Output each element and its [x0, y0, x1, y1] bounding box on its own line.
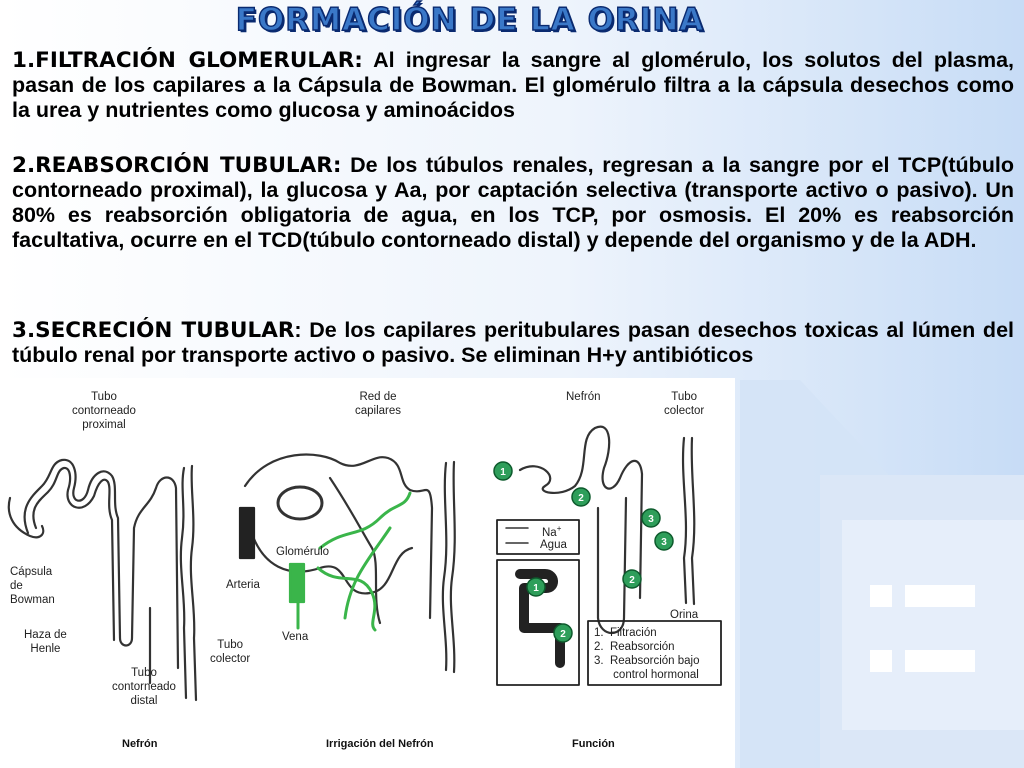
section-heading: 1.FILTRACIÓN GLOMERULAR: [12, 48, 363, 73]
caption-nefron: Nefrón [122, 738, 158, 750]
section-text: De los capilares peritubulares pasan desechos toxicas al lúmen del túbulo renal por transporte activo o pasivo. Se eliminan H+y antibióticos [12, 318, 1014, 367]
vein-shape [290, 564, 304, 602]
step-2: 2. Reabsorción [594, 641, 675, 653]
badge-3: 3 [648, 514, 654, 525]
label-arteria: Arteria [226, 579, 260, 591]
label-capsula: Cápsula de Bowman [10, 566, 55, 606]
section-secrecion [12, 318, 1014, 368]
label-vena: Vena [282, 631, 309, 643]
label-tcp: Tubo contorneado proximal [72, 391, 136, 431]
badge-5: 2 [629, 575, 635, 586]
label-glomerulo: Glomérulo [276, 546, 330, 558]
label-red-capilares: Red de capilares [355, 391, 402, 417]
legend-na-sup: + [556, 524, 562, 533]
badge-4: 3 [661, 537, 667, 548]
step-3: 3. Reabsorción bajo [594, 655, 700, 667]
legend-na-text: Na [542, 526, 557, 539]
section-heading: 3.SECRECIÓN TUBULAR [12, 318, 295, 343]
label-tubo-colector: Tubo colector [210, 639, 251, 665]
irrigation-drawing [245, 455, 455, 672]
label-colector: Tubo colector [664, 391, 705, 417]
label-nefron: Nefrón [566, 391, 601, 403]
caption-funcion: Función [572, 738, 615, 750]
section-heading: 2.REABSORCIÓN TUBULAR: [12, 153, 342, 178]
step-1: 1. Filtración [594, 627, 657, 639]
badge-7: 2 [560, 629, 566, 640]
label-tcd: Tubo contorneado distal [112, 667, 176, 707]
page-title: FORMACIÓN DE LA ORINA [235, 2, 705, 38]
caption-irrigacion: Irrigación del Nefrón [326, 738, 434, 750]
section-text: Al ingresar la sangre al glomérulo, los solutos del plasma, pasan de los capilares a la Cápsula de Bowman. El glomérulo filtra a la cápsula desechos como la urea y nutrientes como glucosa y aminoácidos [12, 48, 1014, 122]
badge-1: 1 [500, 467, 506, 478]
section-colon: : [294, 318, 302, 342]
badge-6: 1 [533, 583, 539, 594]
section-filtracion [12, 48, 1014, 123]
badge-2: 2 [578, 493, 584, 504]
step-3-cont: control hormonal [594, 669, 699, 681]
section-reabsorcion [12, 153, 1014, 253]
nephron-diagrams [0, 378, 735, 768]
nephron-figure [0, 378, 735, 768]
label-orina: Orina [670, 609, 699, 621]
label-henle: Haza de Henle [24, 629, 67, 655]
legend-agua: Agua [540, 539, 567, 551]
artery-shape [240, 508, 254, 558]
section-text: De los túbulos renales, regresan a la sangre por el TCP(túbulo contorneado proximal), la glucosa y Aa, por captación selectiva (transporte activo o pasivo). Un 80% es reabsorción obligatoria de agua, en los TCP, por osmosis. El 20% es reabsorción facultativa, ocurre en el TCD(túbulo contorneado distal) y depende del organismo y de la ADH. [12, 153, 1014, 252]
